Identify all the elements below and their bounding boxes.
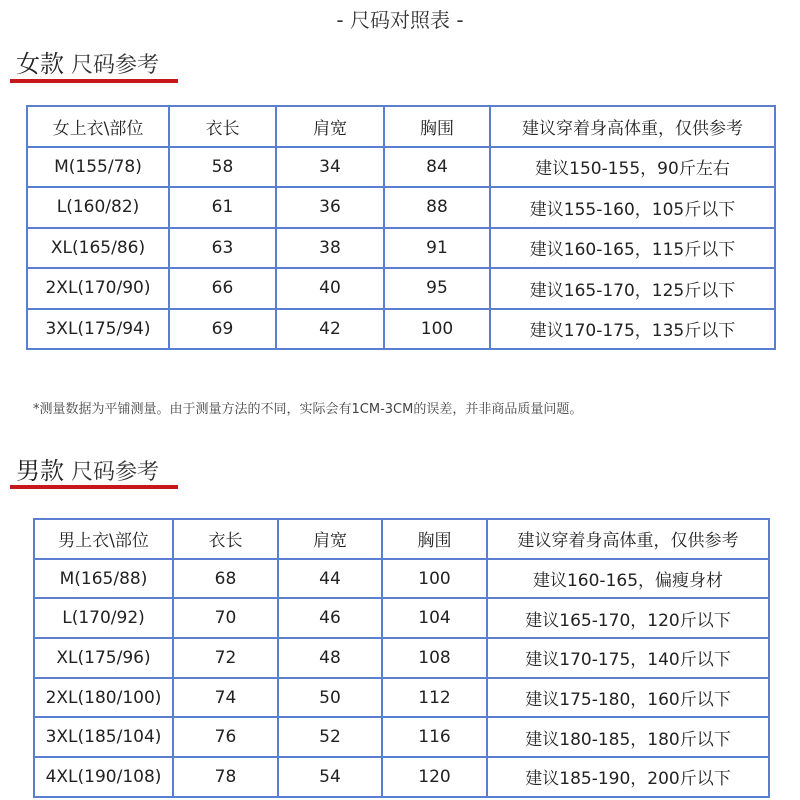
table-cell: 建议160-165，115斤以下 [490,228,775,269]
table-cell: 68 [173,559,278,599]
men-heading-underline [10,485,178,489]
women-heading-underline [10,79,178,83]
column-header: 建议穿着身高体重，仅供参考 [490,106,775,147]
men-heading-bold: 男款 [16,457,64,485]
column-header: 肩宽 [278,519,382,559]
table-cell: 建议170-175，140斤以下 [487,638,769,678]
header-row [34,519,769,559]
table-cell: 112 [382,678,487,718]
table-cell: 104 [382,598,487,638]
table-cell: 2XL(180/100) [34,678,173,718]
table-cell: 36 [276,187,384,228]
table-cell: 44 [278,559,382,599]
table-cell: 3XL(185/104) [34,717,173,757]
table-row [34,678,769,718]
table-cell: XL(165/86) [27,228,169,269]
page-title: - 尺码对照表 - [336,8,464,32]
women-size-table [26,105,776,350]
table-cell: 84 [384,147,490,188]
table-cell: 建议165-170，120斤以下 [487,598,769,638]
table-cell: 42 [276,309,384,350]
table-cell: 74 [173,678,278,718]
table-cell: 61 [169,187,276,228]
table-cell: 52 [278,717,382,757]
table-cell: L(170/92) [34,598,173,638]
table-cell: M(165/88) [34,559,173,599]
table-cell: 46 [278,598,382,638]
table-cell: 88 [384,187,490,228]
column-header: 男上衣\部位 [34,519,173,559]
table-cell: 69 [169,309,276,350]
table-cell: 48 [278,638,382,678]
column-header: 胸围 [384,106,490,147]
table-cell: 建议150-155，90斤左右 [490,147,775,188]
men-heading-rest: 尺码参考 [71,460,160,485]
table-row [27,147,775,188]
table-cell: L(160/82) [27,187,169,228]
table-cell: 50 [278,678,382,718]
column-header: 衣长 [169,106,276,147]
table-row [34,638,769,678]
table-cell: 72 [173,638,278,678]
table-cell: 78 [173,757,278,797]
table-cell: 100 [382,559,487,599]
women-section-heading [16,44,159,79]
header-row [27,106,775,147]
table-cell: 40 [276,268,384,309]
table-cell: 58 [169,147,276,188]
table-row [27,268,775,309]
table-row [34,598,769,638]
table-cell: 建议180-185，180斤以下 [487,717,769,757]
table-cell: 70 [173,598,278,638]
table-cell: 108 [382,638,487,678]
table-cell: 120 [382,757,487,797]
table-cell: 建议155-160，105斤以下 [490,187,775,228]
table-row [34,717,769,757]
table-cell: 63 [169,228,276,269]
measurement-note: *测量数据为平铺测量。由于测量方法的不同，实际会有1CM-3CM的误差，并非商品质量问题。 [33,402,583,417]
women-heading-bold: 女款 [16,50,64,78]
table-cell: 建议160-165，偏瘦身材 [487,559,769,599]
column-header: 建议穿着身高体重，仅供参考 [487,519,769,559]
men-size-table [33,518,770,798]
table-cell: XL(175/96) [34,638,173,678]
table-cell: 34 [276,147,384,188]
column-header: 肩宽 [276,106,384,147]
table-cell: 66 [169,268,276,309]
table-cell: 100 [384,309,490,350]
table-cell: 54 [278,757,382,797]
table-cell: M(155/78) [27,147,169,188]
table-cell: 建议185-190，200斤以下 [487,757,769,797]
table-row [27,228,775,269]
table-cell: 4XL(190/108) [34,757,173,797]
column-header: 女上衣\部位 [27,106,169,147]
table-cell: 95 [384,268,490,309]
table-cell: 116 [382,717,487,757]
women-heading-rest: 尺码参考 [71,53,160,78]
column-header: 衣长 [173,519,278,559]
table-row [34,559,769,599]
table-row [34,757,769,797]
men-section-heading [16,451,159,486]
table-cell: 3XL(175/94) [27,309,169,350]
table-cell: 建议165-170，125斤以下 [490,268,775,309]
table-cell: 91 [384,228,490,269]
table-cell: 建议170-175，135斤以下 [490,309,775,350]
table-cell: 建议175-180，160斤以下 [487,678,769,718]
table-row [27,187,775,228]
table-cell: 38 [276,228,384,269]
table-row [27,309,775,350]
column-header: 胸围 [382,519,487,559]
table-cell: 2XL(170/90) [27,268,169,309]
table-cell: 76 [173,717,278,757]
